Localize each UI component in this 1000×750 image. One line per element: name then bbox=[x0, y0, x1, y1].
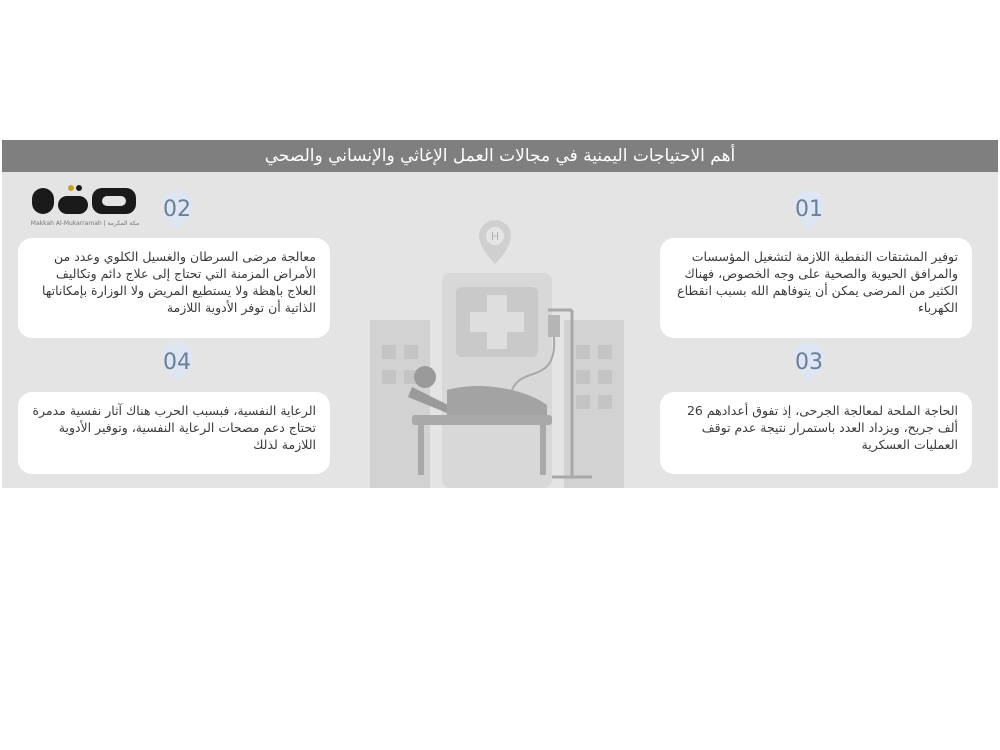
item-number-04: 04 bbox=[163, 350, 191, 375]
hospital-pin-icon bbox=[479, 220, 511, 264]
hospital-building-icon bbox=[370, 273, 624, 488]
makkah-logo bbox=[30, 182, 140, 232]
item-number-02: 02 bbox=[163, 197, 191, 222]
infographic-title: أهم الاحتياجات اليمنية في مجالات العمل الإغاثي والإنساني والصحي bbox=[2, 140, 998, 172]
hospital-patient-illustration bbox=[352, 215, 642, 488]
need-card-04: الرعاية النفسية، فبسبب الحرب هناك آثار نفسية مدمرة تحتاج دعم مصحات الرعاية النفسية، وتوفير الأدوية اللازمة لذلك bbox=[18, 392, 330, 474]
need-card-02: معالجة مرضى السرطان والغسيل الكلوي وعدد من الأمراض المزمنة التي تحتاج إلى علاج دائم وتكاليف العلاج باهظة ولا يستطيع المريض ولا الوزارة بإمكاناتها الذاتية أن توفر الأدوية اللازمة bbox=[18, 238, 330, 338]
makkah-logo-mark bbox=[30, 182, 140, 220]
logo-subtitle: Makkah Al-Mukarramah | مكة المكرمة bbox=[30, 220, 140, 227]
item-number-03: 03 bbox=[795, 350, 823, 375]
item-number-01: 01 bbox=[795, 197, 823, 222]
need-card-03: الحاجة الملحة لمعالجة الجرحى، إذ تفوق أعدادهم 26 ألف جريح، ويزداد العدد باستمرار نتيجة عدم توقف العمليات العسكرية bbox=[660, 392, 972, 474]
svg-text:H: H bbox=[490, 230, 500, 243]
need-card-01: توفير المشتقات النفطية اللازمة لتشغيل المؤسسات والمرافق الحيوية والصحية على وجه الخصوص، فهناك الكثير من المرضى يمكن أن يتوفاهم الله بسبب انقطاع الكهرباء bbox=[660, 238, 972, 338]
